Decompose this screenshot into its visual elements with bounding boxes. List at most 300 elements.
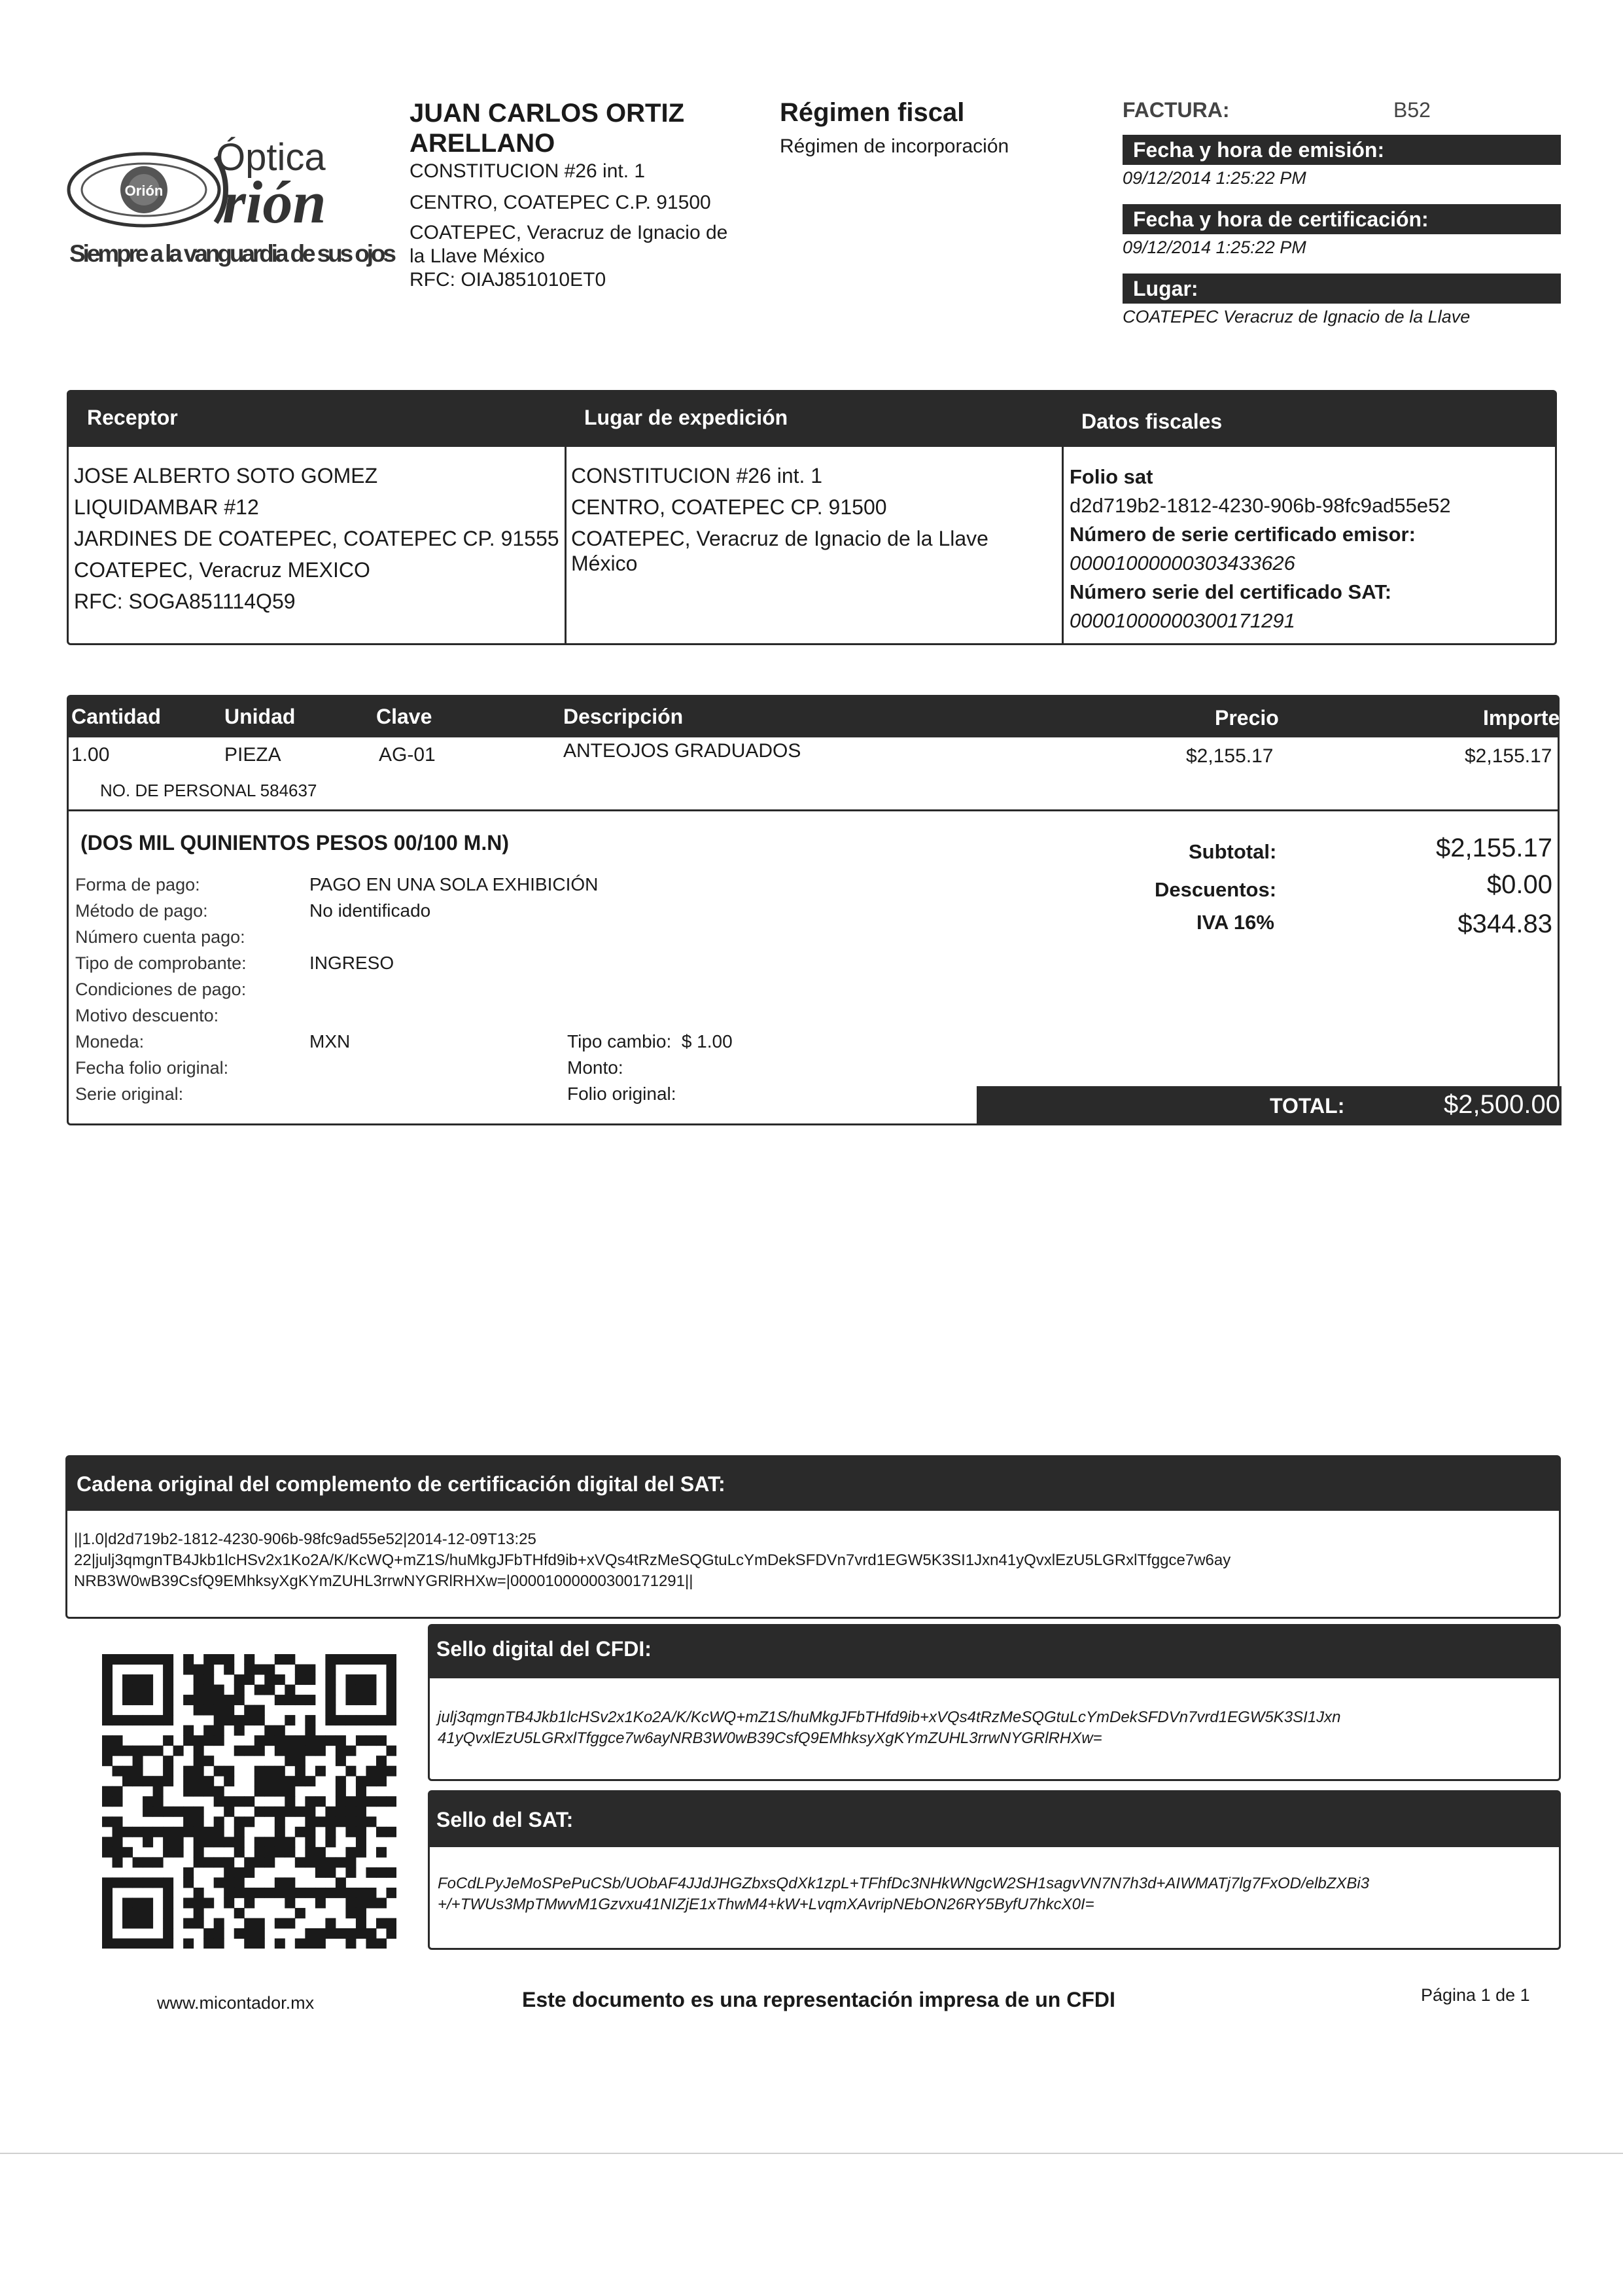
qr-finder-module (366, 1654, 376, 1665)
qr-module (214, 1877, 224, 1888)
qr-finder-module (133, 1918, 143, 1928)
motivo-descuento-label: Motivo descuento: (75, 1006, 219, 1025)
qr-module (315, 1898, 326, 1908)
qr-module (305, 1857, 315, 1867)
qr-module (203, 1735, 214, 1746)
qr-module (214, 1918, 224, 1928)
qr-finder-module (102, 1715, 113, 1725)
qr-module (285, 1735, 295, 1746)
qr-finder-module (163, 1918, 173, 1928)
factura-number: B52 (1393, 98, 1431, 122)
qr-module (264, 1807, 275, 1817)
iva-value: $344.83 (1457, 910, 1552, 938)
qr-finder-module (386, 1654, 396, 1665)
qr-module (336, 1796, 346, 1807)
cadena-line-1: ||1.0|d2d719b2-1812-4230-906b-98fc9ad55e52|2014-12-09T13:25 (74, 1530, 536, 1548)
qr-finder-module (153, 1877, 164, 1888)
qr-module (376, 1756, 387, 1766)
qr-finder-module (133, 1654, 143, 1665)
cuenta-pago-label: Número cuenta pago: (75, 927, 245, 947)
qr-module (356, 1816, 366, 1827)
qr-module (173, 1847, 184, 1858)
qr-finder-module (102, 1908, 113, 1918)
qr-module (315, 1816, 326, 1827)
qr-finder-module (163, 1898, 173, 1908)
qr-finder-module (386, 1665, 396, 1675)
qr-module (102, 1796, 113, 1807)
qr-module (234, 1695, 245, 1705)
qr-module (264, 1888, 275, 1898)
qr-module (386, 1796, 396, 1807)
qr-module (244, 1857, 254, 1867)
qr-finder-module (366, 1695, 376, 1705)
qr-finder-module (356, 1685, 366, 1695)
qr-module (366, 1867, 376, 1878)
qr-module (133, 1746, 143, 1756)
qr-module (254, 1685, 265, 1695)
qr-module (102, 1837, 113, 1847)
qr-module (376, 1938, 387, 1949)
expedicion-colonia: CENTRO, COATEPEC CP. 91500 (571, 495, 887, 519)
qr-module (244, 1796, 254, 1807)
qr-module (336, 1786, 346, 1797)
svg-text:rión: rión (222, 169, 326, 236)
qr-module (143, 1807, 153, 1817)
qr-module (183, 1766, 194, 1776)
row-note: NO. DE PERSONAL 584637 (100, 781, 317, 800)
qr-module (214, 1837, 224, 1847)
sello-cfdi-title: Sello digital del CFDI: (430, 1626, 1559, 1678)
regimen-block (780, 98, 1081, 158)
serie-original-label: Serie original: (75, 1084, 184, 1104)
qr-module (325, 1827, 336, 1837)
qr-module (264, 1776, 275, 1786)
qr-module (224, 1705, 234, 1716)
qr-finder-module (163, 1695, 173, 1705)
qr-module (203, 1837, 214, 1847)
qr-module (244, 1918, 254, 1928)
qr-module (264, 1766, 275, 1776)
row-clave: AG-01 (379, 744, 436, 766)
qr-module (183, 1735, 194, 1746)
qr-module (234, 1888, 245, 1898)
qr-finder-module (325, 1705, 336, 1716)
qr-module (153, 1857, 164, 1867)
qr-finder-module (143, 1715, 153, 1725)
qr-module (254, 1918, 265, 1928)
qr-module (203, 1928, 214, 1939)
qr-module (244, 1746, 254, 1756)
qr-finder-module (366, 1715, 376, 1725)
qr-module (285, 1685, 295, 1695)
qr-module (305, 1837, 315, 1847)
qr-module (113, 1735, 123, 1746)
qr-module (356, 1807, 366, 1817)
qr-module (183, 1725, 194, 1736)
qr-module (102, 1735, 113, 1746)
qr-module (275, 1766, 285, 1776)
qr-module (386, 1827, 396, 1837)
qr-module (345, 1857, 356, 1867)
moneda-label: Moneda: (75, 1032, 145, 1051)
qr-module (203, 1725, 214, 1736)
qr-module (203, 1674, 214, 1685)
cadena-line-3: NRB3W0wB39CsfQ9EMhksyXgKYmZUHL3rrwNYGRlRHXw=|00001000000300171291|| (74, 1572, 693, 1590)
qr-module (305, 1796, 315, 1807)
qr-module (153, 1807, 164, 1817)
qr-module (183, 1938, 194, 1949)
qr-finder-module (143, 1898, 153, 1908)
qr-module (386, 1766, 396, 1776)
qr-module (254, 1705, 265, 1716)
qr-module (244, 1674, 254, 1685)
fiscales-content (1070, 463, 1554, 635)
qr-module (194, 1918, 204, 1928)
qr-module (336, 1888, 346, 1898)
qr-module (295, 1665, 305, 1675)
descuentos-value: $0.00 (1486, 870, 1552, 899)
qr-module (356, 1888, 366, 1898)
qr-module (244, 1867, 254, 1878)
qr-finder-module (102, 1695, 113, 1705)
total-label: TOTAL: (1270, 1094, 1345, 1118)
qr-finder-module (325, 1685, 336, 1695)
qr-module (224, 1665, 234, 1675)
qr-module (275, 1888, 285, 1898)
sello-sat-content (438, 1873, 1550, 1915)
qr-finder-module (163, 1674, 173, 1685)
qr-module (194, 1746, 204, 1756)
qr-module (214, 1715, 224, 1725)
motivo-descuento-value (309, 1002, 598, 1029)
qr-module (366, 1888, 376, 1898)
qr-finder-module (113, 1877, 123, 1888)
regimen-value: Régimen de incorporación (780, 135, 1009, 157)
qr-module (336, 1928, 346, 1939)
qr-finder-module (102, 1665, 113, 1675)
qr-module (275, 1786, 285, 1797)
qr-module (264, 1857, 275, 1867)
qr-module (194, 1837, 204, 1847)
qr-module (285, 1888, 295, 1898)
iva-label: IVA 16% (1196, 911, 1274, 934)
qr-module (285, 1796, 295, 1807)
qr-finder-module (113, 1654, 123, 1665)
qr-module (254, 1766, 265, 1776)
qr-module (275, 1735, 285, 1746)
qr-module (203, 1857, 214, 1867)
qr-module (122, 1776, 133, 1786)
sello-cfdi-content (438, 1707, 1623, 1749)
qr-module (305, 1665, 315, 1675)
total-value: $2,500.00 (1444, 1090, 1560, 1119)
cadena-line-2: 22|julj3qmgnTB4Jkb1lcHSv2x1Ko2A/K/KcWQ+mZ1S/huMkgJFbTHfd9ib+xVQs4tRzMeSQGtuLcYmDekSFDVn7vrd1EGW5K3SI1Jxn41yQvxlEzU5LGRxlTfggce7w6ay (74, 1551, 1231, 1569)
qr-module (386, 1888, 396, 1898)
qr-finder-module (345, 1715, 356, 1725)
qr-finder-module (163, 1665, 173, 1675)
company-logo (65, 131, 406, 275)
issuer-name: JUAN CARLOS ORTIZ (410, 99, 684, 128)
qr-finder-module (386, 1685, 396, 1695)
lugar-value: COATEPEC Veracruz de Ignacio de la Llave (1123, 307, 1471, 327)
qr-module (285, 1654, 295, 1665)
qr-module (336, 1746, 346, 1756)
qr-module (264, 1665, 275, 1675)
fecha-folio-label: Fecha folio original: (75, 1058, 229, 1078)
qr-module (234, 1715, 245, 1725)
expedicion-title: Lugar de expedición (584, 406, 788, 429)
factura-block (1123, 98, 1561, 330)
qr-finder-module (356, 1654, 366, 1665)
qr-finder-module (356, 1695, 366, 1705)
qr-module (315, 1847, 326, 1858)
header-importe: Importe (1483, 706, 1560, 730)
qr-module (295, 1756, 305, 1766)
qr-module (376, 1766, 387, 1776)
qr-module (305, 1928, 315, 1939)
qr-module (194, 1695, 204, 1705)
qr-module (305, 1695, 315, 1705)
qr-module (295, 1695, 305, 1705)
qr-finder-module (163, 1877, 173, 1888)
qr-module (285, 1877, 295, 1888)
qr-module (143, 1827, 153, 1837)
qr-module (113, 1746, 123, 1756)
certificacion-value: 09/12/2014 1:25:22 PM (1123, 238, 1306, 257)
qr-module (153, 1796, 164, 1807)
qr-module (275, 1827, 285, 1837)
condiciones-pago-label: Condiciones de pago: (75, 980, 247, 999)
qr-finder-module (133, 1715, 143, 1725)
fiscales-title: Datos fiscales (1081, 410, 1223, 433)
qr-module (356, 1776, 366, 1786)
qr-finder-module (345, 1685, 356, 1695)
qr-finder-module (143, 1938, 153, 1949)
qr-module (214, 1766, 224, 1776)
qr-module (194, 1674, 204, 1685)
receptor-title: Receptor (87, 406, 178, 429)
qr-module (163, 1756, 173, 1766)
qr-module (194, 1735, 204, 1746)
eye-logo-icon (65, 131, 406, 275)
qr-module (264, 1786, 275, 1797)
receptor-colonia: JARDINES DE COATEPEC, COATEPEC CP. 91555 (74, 527, 559, 550)
qr-module (214, 1654, 224, 1665)
monto-label: Monto: (567, 1057, 623, 1078)
qr-module (244, 1816, 254, 1827)
qr-finder-module (325, 1665, 336, 1675)
qr-finder-module (102, 1928, 113, 1939)
qr-module (133, 1776, 143, 1786)
qr-module (295, 1938, 305, 1949)
qr-finder-module (102, 1674, 113, 1685)
qr-finder-module (102, 1705, 113, 1716)
qr-module (295, 1807, 305, 1817)
folio-original-label: Folio original: (567, 1084, 676, 1104)
qr-module (336, 1756, 346, 1766)
qr-module (163, 1837, 173, 1847)
qr-finder-module (102, 1938, 113, 1949)
svg-text:Orión: Orión (124, 183, 164, 199)
cert-sat-value: 00001000000300171291 (1070, 609, 1295, 632)
issuer-name-2: ARELLANO (410, 129, 555, 158)
qr-finder-module (163, 1908, 173, 1918)
amount-in-words: (DOS MIL QUINIENTOS PESOS 00/100 M.N) (80, 831, 509, 855)
qr-module (254, 1776, 265, 1786)
qr-finder-module (143, 1908, 153, 1918)
qr-module (295, 1766, 305, 1776)
folio-label: Folio sat (1070, 465, 1153, 488)
qr-finder-module (102, 1918, 113, 1928)
qr-code (102, 1654, 396, 1949)
qr-finder-module (102, 1898, 113, 1908)
qr-finder-module (102, 1877, 113, 1888)
cert-emisor-label: Número de serie certificado emisor: (1070, 523, 1416, 546)
qr-module (194, 1898, 204, 1908)
qr-module (366, 1928, 376, 1939)
qr-module (366, 1796, 376, 1807)
cadena-panel (65, 1455, 1561, 1619)
qr-module (264, 1685, 275, 1695)
qr-module (356, 1847, 366, 1858)
qr-module (214, 1786, 224, 1797)
forma-pago-label: Forma de pago: (75, 875, 200, 894)
qr-finder-module (153, 1938, 164, 1949)
sello-cfdi-line-1: julj3qmgnTB4Jkb1lcHSv2x1Ko2A/K/KcWQ+mZ1S/huMkgJFbTHfd9ib+xVQs4tRzMeSQGtuLcYmDekSFDVn7vrd1EGW5K3SI1Jxn (438, 1708, 1341, 1726)
qr-module (194, 1816, 204, 1827)
qr-module (254, 1807, 265, 1817)
qr-module (345, 1807, 356, 1817)
qr-module (264, 1837, 275, 1847)
qr-module (376, 1867, 387, 1878)
qr-module (295, 1735, 305, 1746)
qr-module (366, 1938, 376, 1949)
qr-finder-module (163, 1928, 173, 1939)
qr-module (183, 1807, 194, 1817)
qr-module (163, 1847, 173, 1858)
qr-finder-module (113, 1938, 123, 1949)
qr-module (244, 1665, 254, 1675)
qr-module (336, 1807, 346, 1817)
qr-module (234, 1725, 245, 1736)
qr-finder-module (163, 1654, 173, 1665)
qr-module (345, 1796, 356, 1807)
qr-finder-module (133, 1685, 143, 1695)
qr-module (203, 1776, 214, 1786)
row-precio: $2,155.17 (1186, 745, 1274, 767)
subtotal-label: Subtotal: (1189, 840, 1277, 863)
qr-module (366, 1776, 376, 1786)
qr-module (224, 1837, 234, 1847)
row-cantidad: 1.00 (71, 744, 110, 766)
qr-module (356, 1827, 366, 1837)
qr-module (194, 1908, 204, 1918)
qr-module (275, 1674, 285, 1685)
page-edge-line (0, 2153, 1623, 2154)
qr-module (102, 1816, 113, 1827)
qr-module (285, 1776, 295, 1786)
qr-module (325, 1918, 336, 1928)
qr-module (345, 1847, 356, 1858)
qr-module (285, 1837, 295, 1847)
qr-module (325, 1807, 336, 1817)
cadena-title: Cadena original del complemento de certificación digital del SAT: (67, 1457, 1559, 1511)
qr-module (194, 1857, 204, 1867)
qr-module (194, 1786, 204, 1797)
qr-module (244, 1938, 254, 1949)
qr-module (173, 1827, 184, 1837)
issuer-block (410, 98, 776, 292)
qr-module (356, 1786, 366, 1797)
qr-finder-module (163, 1888, 173, 1898)
qr-module (224, 1867, 234, 1878)
qr-module (102, 1786, 113, 1797)
qr-module (194, 1888, 204, 1898)
qr-module (305, 1735, 315, 1746)
qr-module (254, 1928, 265, 1939)
moneda-value: MXN (309, 1031, 351, 1051)
sello-sat-line-1: FoCdLPyJeMoSPePuCSb/UObAF4JJdJHGZbxsQdXk1zpL+TFhfDc3NHkWNgcW2SH1sagvVN7N7h3d+AIWMATj7lg7FxOD/elbZXBi3 (438, 1875, 1370, 1892)
qr-module (264, 1674, 275, 1685)
qr-module (122, 1746, 133, 1756)
qr-finder-module (376, 1654, 387, 1665)
receptor-name: JOSE ALBERTO SOTO GOMEZ (74, 464, 378, 487)
qr-module (305, 1674, 315, 1685)
parties-panel (67, 390, 1557, 645)
qr-module (376, 1898, 387, 1908)
qr-module (183, 1654, 194, 1665)
qr-module (345, 1827, 356, 1837)
qr-module (356, 1928, 366, 1939)
qr-finder-module (386, 1715, 396, 1725)
qr-module (194, 1807, 204, 1817)
expedicion-street: CONSTITUCION #26 int. 1 (571, 464, 823, 487)
header-unidad: Unidad (224, 705, 296, 728)
qr-module (356, 1735, 366, 1746)
qr-module (234, 1674, 245, 1685)
qr-module (214, 1735, 224, 1746)
qr-module (183, 1665, 194, 1675)
qr-module (183, 1816, 194, 1827)
row-unidad: PIEZA (224, 744, 281, 766)
qr-module (376, 1827, 387, 1837)
qr-module (376, 1918, 387, 1928)
factura-label: FACTURA: (1123, 98, 1230, 122)
qr-module (234, 1685, 245, 1695)
sello-cfdi-panel (428, 1624, 1561, 1781)
forma-pago-value: PAGO EN UNA SOLA EXHIBICIÓN (309, 874, 599, 894)
qr-finder-module (102, 1685, 113, 1695)
qr-finder-module (122, 1898, 133, 1908)
qr-module (113, 1857, 123, 1867)
qr-module (133, 1756, 143, 1766)
receptor-city: COATEPEC, Veracruz MEXICO (74, 558, 370, 582)
qr-module (305, 1715, 315, 1725)
qr-module (386, 1918, 396, 1928)
qr-module (336, 1735, 346, 1746)
qr-finder-module (122, 1654, 133, 1665)
issuer-address-4: la Llave México (410, 245, 545, 267)
qr-finder-module (143, 1918, 153, 1928)
qr-module (234, 1816, 245, 1827)
qr-module (305, 1816, 315, 1827)
descuentos-label: Descuentos: (1155, 878, 1277, 901)
qr-finder-module (336, 1715, 346, 1725)
condiciones-pago-value (309, 976, 598, 1002)
qr-module (133, 1766, 143, 1776)
qr-module (113, 1766, 123, 1776)
qr-module (163, 1827, 173, 1837)
